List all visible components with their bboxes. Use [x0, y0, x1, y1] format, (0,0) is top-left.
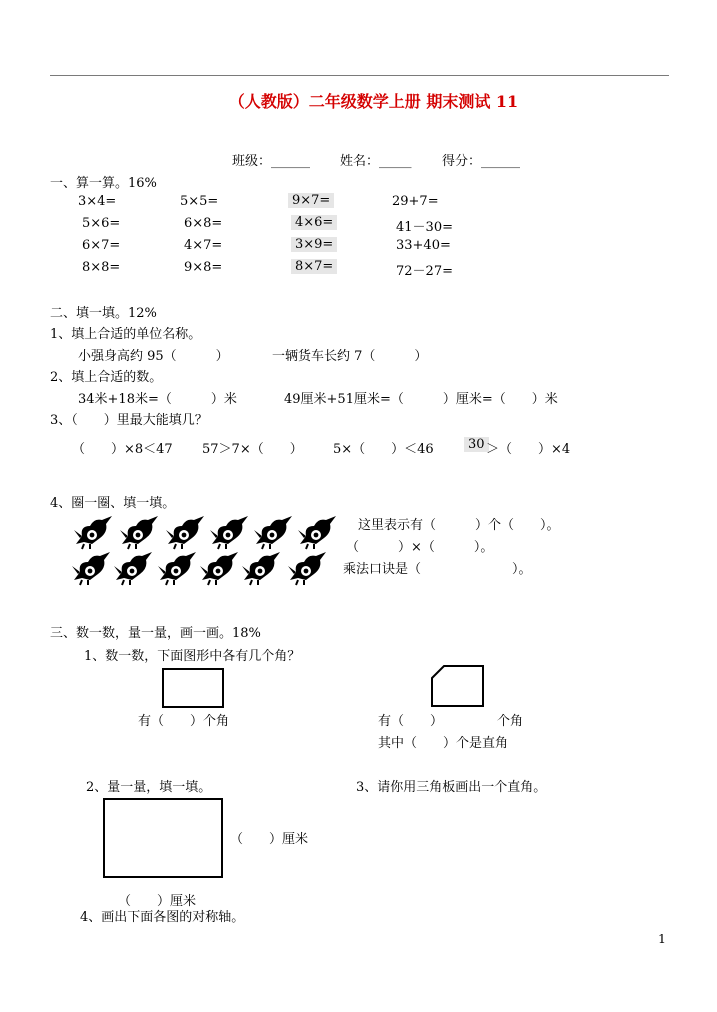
answer-2-3a: （ ）×8＜47 — [72, 442, 173, 457]
answer-3-2-bottom: （ ）厘米 — [118, 894, 197, 909]
bird-icon — [164, 514, 208, 550]
bird-icon — [70, 550, 114, 586]
answer-2-3b: 57＞7×（ ） — [202, 442, 303, 457]
bird-icon — [198, 550, 242, 586]
bird-icon — [72, 514, 116, 550]
header-rule — [50, 75, 669, 76]
name-label: 姓名：_____ — [340, 154, 412, 169]
pentagon-shape — [430, 664, 486, 708]
answer-2-3c: 5×（ ）＜46 — [333, 442, 434, 457]
section1-heading: 一、算一算。16% — [50, 176, 157, 191]
answer-2-1b: 一辆货车长约 7（ ） — [272, 349, 428, 364]
rectangle-shape — [162, 668, 224, 708]
answer-2-3d-number: 30 — [464, 437, 489, 452]
bird-icon — [112, 550, 156, 586]
page-title: （人教版）二年级数学上册 期末测试 11 — [228, 92, 519, 111]
section3-heading: 三、数一数，量一量，画一画。18% — [50, 626, 261, 641]
calc-item: 5×6= — [82, 216, 121, 231]
answer-2-2b: 49厘米+51厘米=（ ）厘米=（ ）米 — [284, 392, 558, 407]
calc-item: 72－27= — [396, 264, 453, 279]
bird-icon — [208, 514, 252, 550]
answer-3-1a: 有（ ）个角 — [138, 714, 230, 729]
calc-item: 33+40= — [396, 238, 451, 253]
question-2-3: 3、（ ）里最大能填几？ — [50, 413, 208, 428]
answer-3-1c: 其中（ ）个是直角 — [378, 736, 509, 751]
calc-item: 8×8= — [82, 260, 121, 275]
section2-heading: 二、填一填。12% — [50, 306, 157, 321]
question-2-4: 4、圈一圈、填一填。 — [50, 496, 176, 511]
bird-icon — [286, 550, 330, 586]
bird-icon — [156, 550, 200, 586]
calc-item: 8×7= — [291, 259, 337, 274]
answer-2-4-line1: 这里表示有（ ）个（ ）。 — [358, 518, 560, 533]
bird-icon — [296, 514, 340, 550]
calc-item: 6×7= — [82, 238, 121, 253]
answer-2-4-line3: 乘法口诀是（ ）。 — [343, 562, 532, 577]
answer-3-2-side: （ ）厘米 — [230, 832, 309, 847]
question-3-1: 1、数一数，下面图形中各有几个角？ — [84, 649, 301, 664]
calc-item: 6×8= — [184, 216, 223, 231]
answer-2-2a: 34米+18米=（ ）米 — [78, 392, 237, 407]
bird-icon — [252, 514, 296, 550]
calc-item: 9×7= — [288, 193, 334, 208]
calc-item: 4×7= — [184, 238, 223, 253]
calc-item: 41－30= — [396, 220, 453, 235]
question-3-4: 4、画出下面各图的对称轴。 — [80, 910, 245, 925]
answer-3-1b-unit: 个角 — [497, 714, 524, 729]
calc-item: 5×5= — [180, 194, 219, 209]
calc-item: 29+7= — [392, 194, 439, 209]
answer-2-1a: 小强身高约 95（ ） — [78, 349, 229, 364]
question-2-1: 1、填上合适的单位名称。 — [50, 327, 202, 342]
page-number: 1 — [658, 931, 666, 946]
question-3-3: 3、请你用三角板画出一个直角。 — [356, 780, 547, 795]
class-label: 班级：______ — [232, 154, 311, 169]
answer-2-3d: ＞（ ）×4 — [486, 442, 571, 457]
measure-rectangle — [103, 798, 223, 878]
answer-3-1b: 有（ ） — [378, 714, 444, 729]
calc-item: 9×8= — [184, 260, 223, 275]
bird-icon — [118, 514, 162, 550]
question-2-2: 2、填上合适的数。 — [50, 370, 163, 385]
score-label: 得分：______ — [442, 154, 521, 169]
question-3-2: 2、量一量，填一填。 — [86, 780, 212, 795]
calc-item: 3×9= — [291, 237, 337, 252]
calc-item: 4×6= — [291, 215, 337, 230]
answer-2-4-line2: （ ）×（ ）。 — [346, 540, 494, 555]
bird-icon — [240, 550, 284, 586]
calc-item: 3×4= — [78, 194, 117, 209]
